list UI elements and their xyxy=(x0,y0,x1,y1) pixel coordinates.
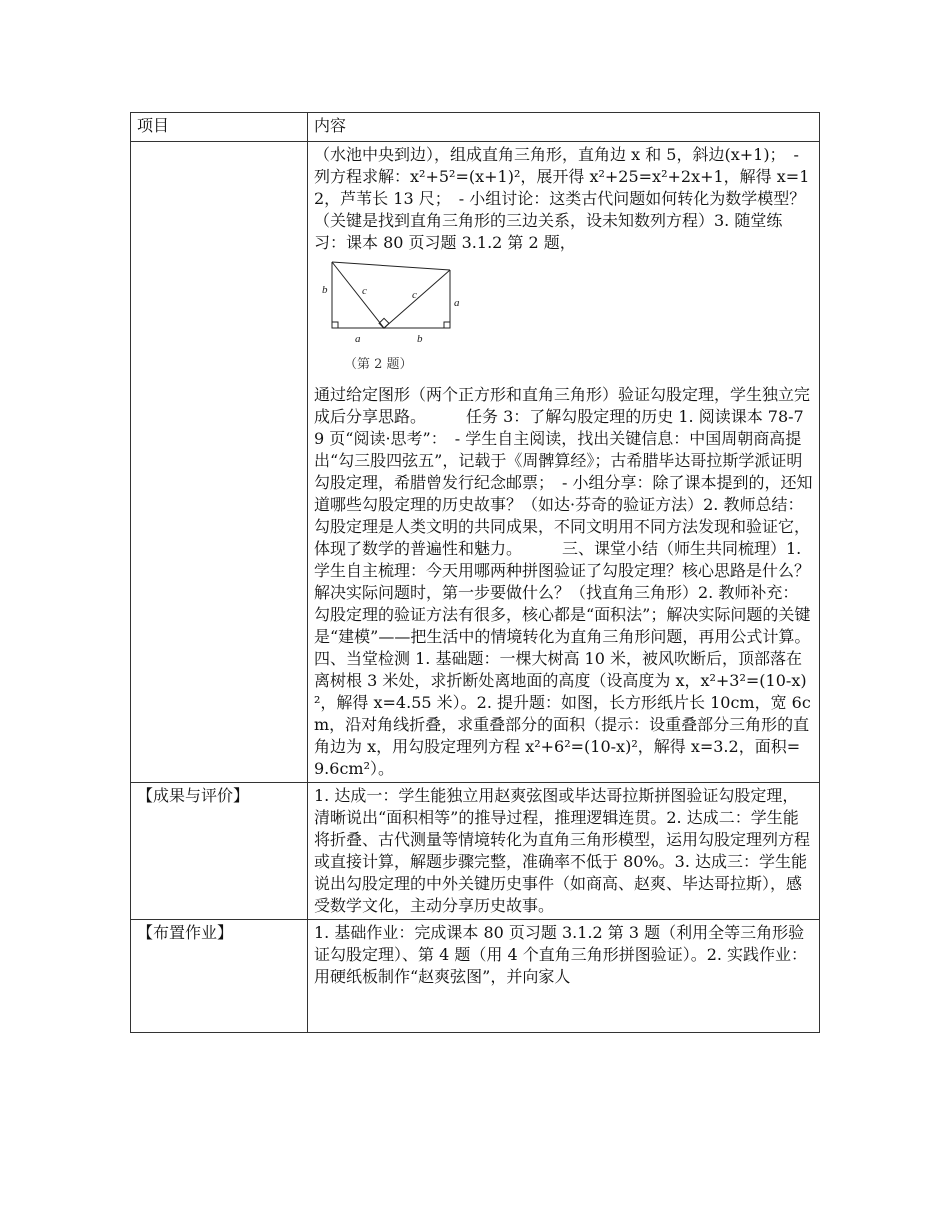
figure-label-b-left: b xyxy=(322,284,328,296)
content-table xyxy=(130,112,851,1033)
row-content-cell xyxy=(308,142,851,783)
row-content-text: 1. 基础作业：完成课本 80 页习题 3.1.2 第 3 题（利用全等三角形验证勾股定理）、第 4 题（用 4 个直角三角形拼图验证）。2. 实践作业：用硬纸板制作“赵爽弦图”，并向家人 xyxy=(314,923,808,986)
table-row xyxy=(131,783,820,920)
row-label-cell: 【成果与评价】 xyxy=(131,783,308,920)
table-row xyxy=(131,920,820,1033)
figure-label-c-right: c xyxy=(412,289,417,301)
table-header-row xyxy=(131,113,820,142)
table-row xyxy=(131,142,820,783)
row-label-cell xyxy=(131,142,308,783)
figure-lines xyxy=(332,262,450,328)
header-item-cell: 项目 xyxy=(131,113,308,142)
header-content-cell: 内容 xyxy=(308,113,820,142)
row-label-cell: 【布置作业】 xyxy=(131,920,308,1033)
exercise-figure xyxy=(322,258,482,348)
figure-label-c-left: c xyxy=(362,285,367,297)
content-paragraph: （水池中央到边），组成直角三角形，直角边 x 和 5，斜边(x+1)； - 列方程求解：x²+5²=(x+1)²，展开得 x²+25=x²+2x+1，解得 x=12，芦苇长 13 尺； - 小组讨论：这类古代问题如何转化为数学模型？（关键是找到直角三角形的三边关系，设未知数列方程）3. 随堂练习：课本 80 页习题 3.1.2 第 2 题， xyxy=(314,145,810,252)
figure-caption: （第 2 题） xyxy=(344,357,413,372)
figure-label-a-right: a xyxy=(454,297,460,309)
figure-label-b-bottom: b xyxy=(417,333,423,345)
content-paragraph: 通过给定图形（两个正方形和直角三角形）验证勾股定理，学生独立完成后分享思路。 任务 3：了解勾股定理的历史 1. 阅读课本 78-79 页“阅读·思考”： - 学生自主阅读，找出关键信息：中国周朝商高提出“勾三股四弦五”，记载于《周髀算经》；古希腊毕达哥拉斯学派证明勾股定理，希腊曾发行纪念邮票； - 小组分享：除了课本提到的，还知道哪些勾股定理的历史故事？（如达·芬奇的验证方法）2. 教师总结：勾股定理是人类文明的共同成果，不同文明用不同方法发现和验证它，体现了数学的普遍性和魅力。 三、课堂小结（师生共同梳理）1. 学生自主梳理：今天用哪两种拼图验证了勾股定理？核心思路是什么？解决实际问题时，第一步要做什么？（找直角三角形）2. 教师补充：勾股定理的验证方法有很多，核心都是“面积法”；解决实际问题的关键是“建模”——把生活中的情境转化为直角三角形问题，再用公式计算。 四、当堂检测 1. 基础题：一棵大树高 10 米，被风吹断后，顶部落在离树根 3 米处，求折断处离地面的高度（设高度为 x，x²+3²=(10-x)²，解得 x=4.55 米）。2. 提升题：如图，长方形纸片长 10cm，宽 6cm，沿对角线折叠，求重叠部分的面积（提示：设重叠部分三角形的直角边为 x，用勾股定理列方程 x²+6²=(10-x)²，解得 x=3.2，面积=9.6cm²）。 xyxy=(314,385,851,778)
row-content-cell xyxy=(308,920,820,1033)
row-content-cell: 1. 达成一：学生能独立用赵爽弦图或毕达哥拉斯拼图验证勾股定理，清晰说出“面积相等”的推导过程，推理逻辑连贯。2. 达成二：学生能将折叠、古代测量等情境转化为直角三角形模型，运用勾股定理列方程或直接计算，解题步骤完整，准确率不低于 80%。3. 达成三：学生能说出勾股定理的中外关键历史事件（如商高、赵爽、毕达哥拉斯），感受数学文化，主动分享历史故事。 xyxy=(308,783,820,920)
figure-label-a-bottom: a xyxy=(355,333,361,345)
